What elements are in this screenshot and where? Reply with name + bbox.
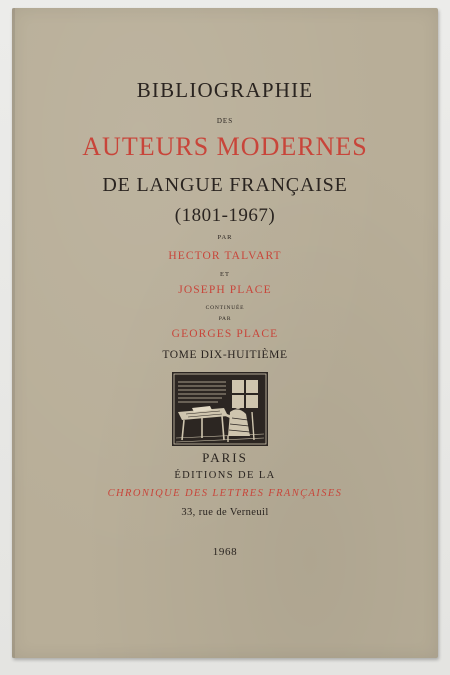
cover-continued: CONTINUÉE [205, 305, 245, 311]
imprint-city: PARIS [202, 450, 248, 465]
author-georges-place: GEORGES PLACE [171, 328, 279, 340]
cover-par: PAR [217, 234, 233, 241]
author-hector-talvart: HECTOR TALVART [168, 250, 282, 262]
publication-year: 1968 [212, 546, 238, 558]
volume-label: TOME DIX-HUITIÈME [162, 349, 288, 361]
book-cover [12, 8, 438, 658]
publisher-line: ÉDITIONS DE LA [174, 470, 276, 481]
cover-des: DES [216, 117, 234, 125]
cover-par-2: PAR [218, 316, 232, 322]
cover-subtitle: DE LANGUE FRANÇAISE [102, 174, 348, 196]
woodcut-scholar-at-desk-icon [172, 372, 268, 446]
author-joseph-place: JOSEPH PLACE [178, 284, 272, 296]
cover-dates: (1801-1967) [174, 205, 276, 226]
publisher-address: 33, rue de Verneuil [181, 507, 269, 518]
cover-title-red: AUTEURS MODERNES [82, 132, 368, 161]
cover-et: ET [220, 271, 230, 278]
publisher-name: CHRONIQUE DES LETTRES FRANÇAISES [107, 488, 343, 499]
cover-title: BIBLIOGRAPHIE [136, 78, 314, 102]
